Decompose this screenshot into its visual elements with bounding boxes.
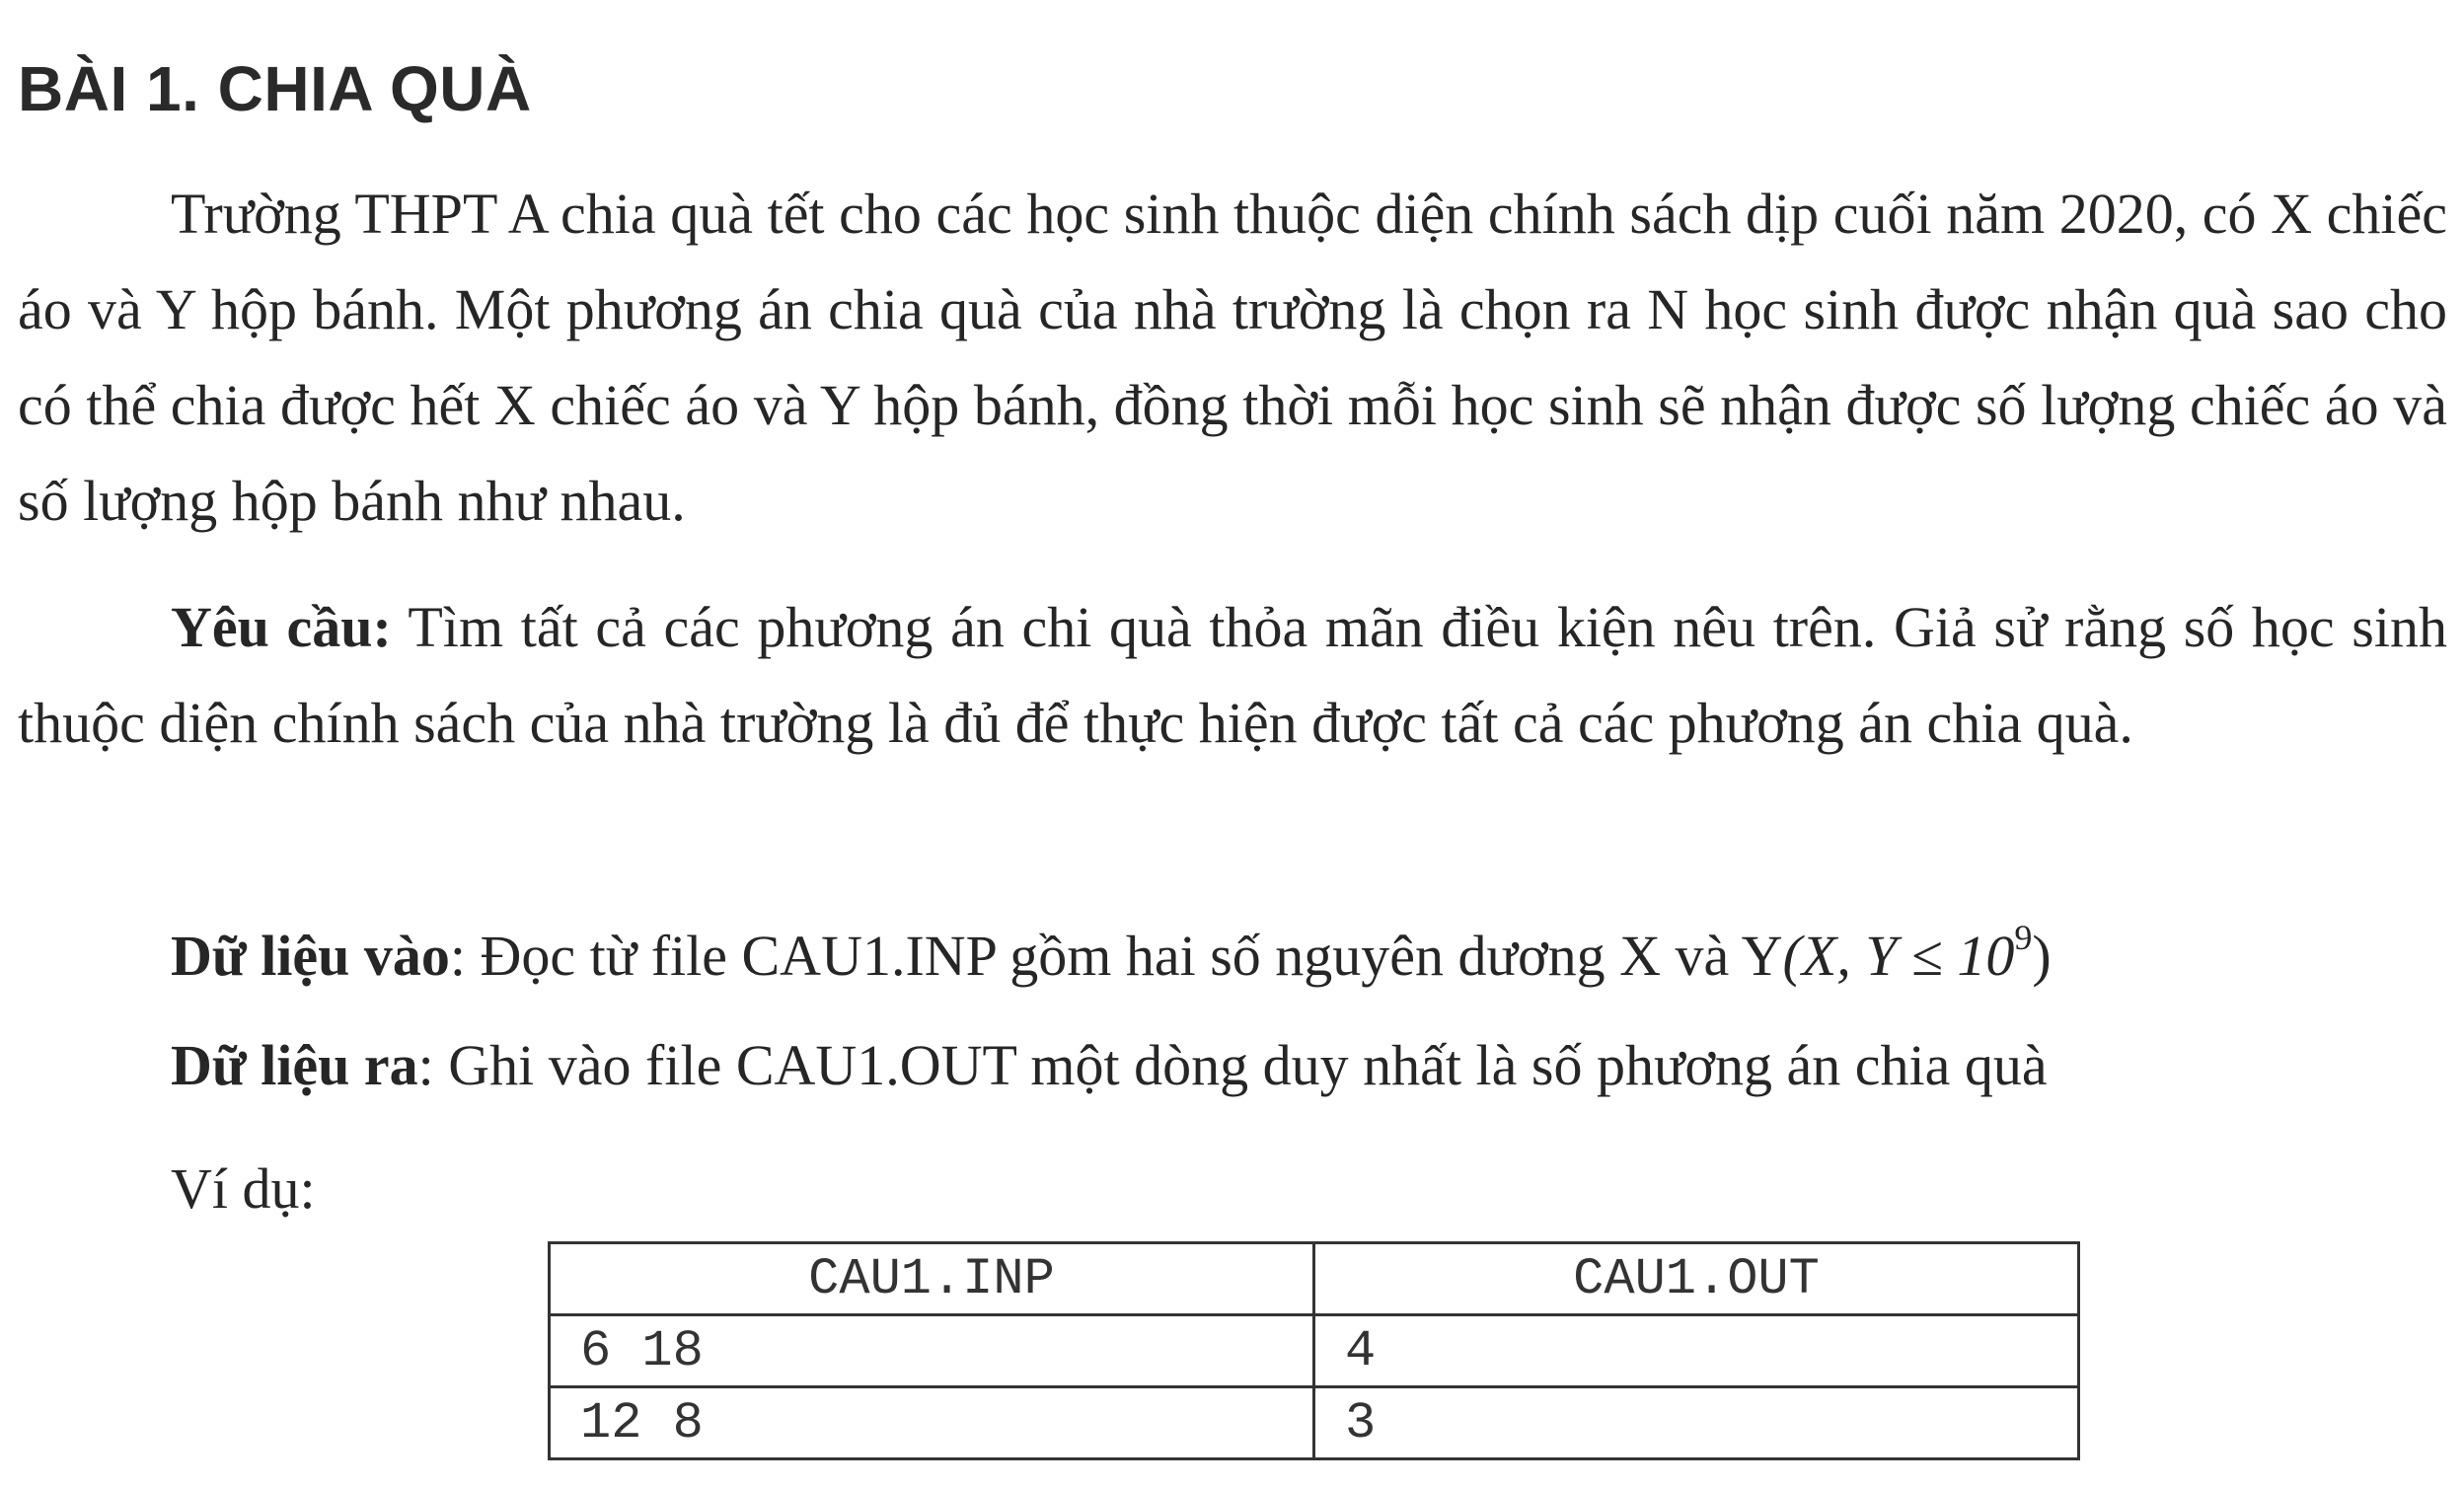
requirement-paragraph bbox=[18, 579, 2447, 771]
example-input-cell: 6 18 bbox=[550, 1315, 1314, 1387]
input-close: ) bbox=[2032, 924, 2052, 988]
input-constraint: (X, Y ≤ 10 bbox=[1782, 924, 2015, 988]
problem-description: Trường THPT A chia quà tết cho các học sinh thuộc diện chính sách dịp cuối năm 2020, có X chiếc áo và Y hộp bánh. Một phương án chia quà của nhà trường là chọn ra N học sinh được nhận quà sao cho có thể chia được hết X chiếc áo và Y hộp bánh, đồng thời mỗi học sinh sẽ nhận được số lượng chiếc áo và số lượng hộp bánh như nhau. bbox=[18, 182, 2447, 533]
output-spec bbox=[171, 1021, 2048, 1110]
input-label: Dữ liệu vào bbox=[171, 924, 450, 988]
input-exponent: 9 bbox=[2014, 918, 2033, 957]
example-header-output: CAU1.OUT bbox=[1314, 1243, 2079, 1315]
example-output-cell: 4 bbox=[1314, 1315, 2079, 1387]
problem-title: BÀI 1. CHIA QUÀ bbox=[18, 53, 532, 124]
input-spec bbox=[171, 893, 2052, 1001]
requirement-text: Tìm tất cả các phương án chi quà thỏa mãn điều kiện nêu trên. Giả sử rằng số học sinh thuộc diện chính sách của nhà trường là đủ để thực hiện được tất cả các phương án chia quà. bbox=[18, 595, 2447, 755]
table-row bbox=[550, 1315, 2079, 1387]
example-input-cell: 12 8 bbox=[550, 1387, 1314, 1459]
example-header-input: CAU1.INP bbox=[550, 1243, 1314, 1315]
table-row bbox=[550, 1387, 2079, 1459]
example-table bbox=[548, 1241, 2080, 1460]
output-text: : Ghi vào file CAU1.OUT một dòng duy nhất là số phương án chia quà bbox=[417, 1033, 2048, 1097]
output-label: Dữ liệu ra bbox=[171, 1033, 418, 1097]
input-text: : Đọc từ file CAU1.INP gồm hai số nguyên dương X và Y bbox=[449, 924, 1783, 988]
example-output-cell: 3 bbox=[1314, 1387, 2079, 1459]
example-label: Ví dụ: bbox=[171, 1156, 316, 1221]
requirement-label: Yêu cầu: bbox=[171, 595, 392, 659]
example-header-row bbox=[550, 1243, 2079, 1315]
